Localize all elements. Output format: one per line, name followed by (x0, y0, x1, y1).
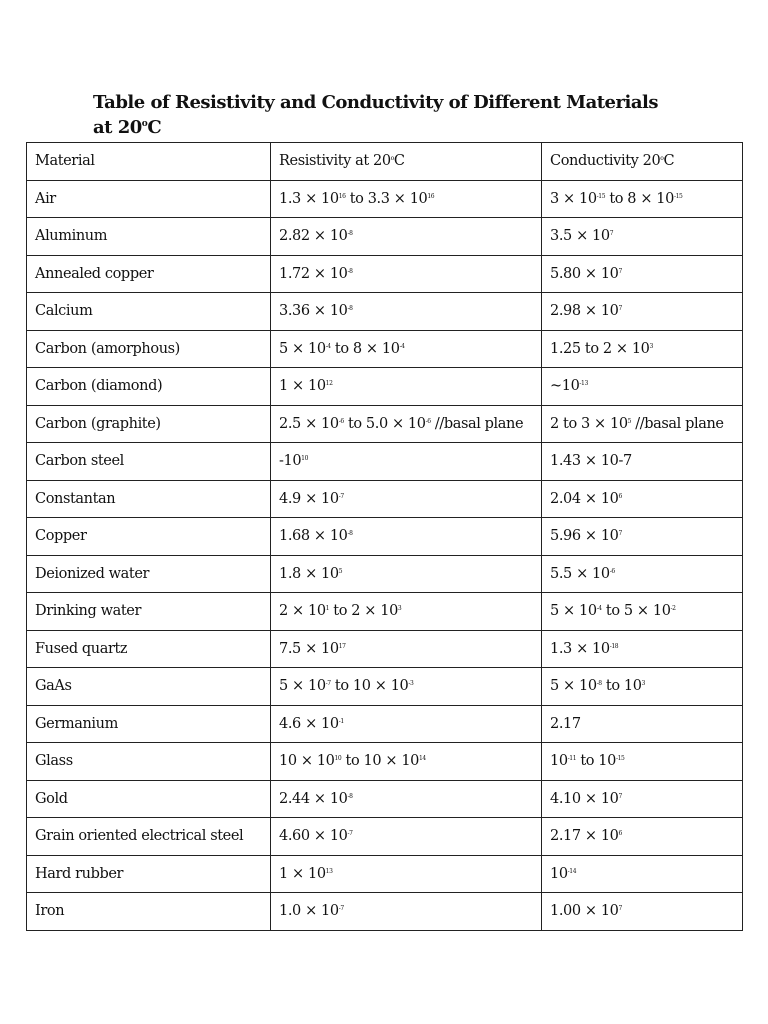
cell-text: 4.6 × 10 (279, 715, 339, 732)
resistivity-cell (271, 255, 542, 293)
cell-text: to 8 × 10 (330, 340, 400, 357)
material-cell (27, 593, 271, 631)
material-cell (27, 218, 271, 256)
exponent: -4 (596, 605, 602, 613)
conductivity-cell (542, 818, 743, 856)
exponent: 7 (618, 792, 622, 800)
table-row (27, 818, 743, 856)
table-row (27, 630, 743, 668)
cell-text: 5 × 10 (550, 678, 597, 695)
material-cell (27, 405, 271, 443)
exponent: 14 (418, 755, 426, 763)
cell-text: 1 × 10 (279, 865, 326, 882)
cell-text: 5 × 10 (550, 603, 597, 620)
material-cell (27, 743, 271, 781)
cell-text: Drinking water (35, 603, 141, 620)
exponent: 7 (618, 530, 622, 538)
exponent: -14 (567, 867, 577, 875)
cell-text: 3.36 × 10 (279, 303, 348, 320)
material-cell (27, 893, 271, 931)
exponent: 16 (338, 192, 346, 200)
exponent: -8 (347, 530, 353, 538)
exponent: -13 (579, 380, 588, 388)
cell-text: 4.9 × 10 (279, 490, 339, 507)
cell-text: Conductivity 20 (550, 153, 661, 170)
cell-text: 4.60 × 10 (279, 828, 348, 845)
cell-text: 2.17 × 10 (550, 828, 619, 845)
exponent: 10 (334, 755, 342, 763)
exponent: -6 (609, 567, 615, 575)
cell-text: 5.96 × 10 (550, 528, 619, 545)
exponent: 3 (641, 680, 645, 688)
cell-text: GaAs (35, 678, 72, 695)
cell-text: Carbon steel (35, 453, 124, 470)
table-row (27, 593, 743, 631)
material-cell (27, 255, 271, 293)
cell-text: C (663, 153, 675, 170)
exponent: 5 (627, 417, 632, 425)
table-header-row (27, 143, 743, 181)
cell-text: Air (35, 190, 56, 207)
material-cell (27, 480, 271, 518)
cell-text: Carbon (diamond) (35, 378, 163, 395)
table-row (27, 555, 743, 593)
resistivity-cell (271, 818, 542, 856)
resistivity-cell (271, 368, 542, 406)
cell-text: Copper (35, 528, 87, 545)
cell-text: Carbon (graphite) (35, 415, 161, 432)
conductivity-cell (542, 593, 743, 631)
material-cell (27, 293, 271, 331)
table-body (27, 180, 743, 930)
material-cell (27, 780, 271, 818)
conductivity-cell (542, 855, 743, 893)
exponent: o (390, 155, 394, 163)
table-row (27, 668, 743, 706)
resistivity-cell (271, 555, 542, 593)
exponent: -2 (670, 605, 676, 613)
material-cell (27, 443, 271, 481)
cell-text: Aluminum (35, 228, 108, 245)
conductivity-cell (542, 255, 743, 293)
cell-text: 1.25 to 2 × 10 (550, 340, 650, 357)
table-row (27, 368, 743, 406)
exponent: 6 (618, 492, 622, 500)
column-header-conductivity (542, 143, 743, 181)
cell-text: 5.80 × 10 (550, 265, 619, 282)
cell-text: Annealed copper (35, 265, 154, 282)
cell-text: 2.5 × 10 (279, 415, 339, 432)
cell-text: ~10 (550, 378, 580, 395)
table-row (27, 893, 743, 931)
exponent: -3 (408, 680, 414, 688)
table-row (27, 218, 743, 256)
exponent: 7 (609, 230, 614, 238)
exponent: 7 (618, 305, 622, 313)
cell-text: Gold (35, 790, 68, 807)
table-row (27, 705, 743, 743)
cell-text: 1.0 × 10 (279, 903, 339, 920)
conductivity-cell (542, 630, 743, 668)
conductivity-cell (542, 705, 743, 743)
material-cell (27, 818, 271, 856)
cell-text: Grain oriented electrical steel (35, 828, 244, 845)
cell-text: C (393, 153, 405, 170)
cell-text: to 10 (601, 678, 642, 695)
conductivity-cell (542, 743, 743, 781)
exponent: 16 (427, 192, 435, 200)
conductivity-cell (542, 180, 743, 218)
material-cell (27, 555, 271, 593)
cell-text: to 10 × 10 (330, 678, 409, 695)
cell-text: 1.43 × 10-7 (550, 453, 632, 470)
cell-text: 10 × 10 (279, 753, 335, 770)
exponent: 7 (618, 267, 622, 275)
material-cell (27, 180, 271, 218)
exponent: 1 (325, 605, 330, 613)
exponent: 3 (397, 605, 402, 613)
cell-text: to 8 × 10 (605, 190, 674, 207)
resistivity-cell (271, 743, 542, 781)
cell-text: Iron (35, 903, 65, 920)
exponent: -8 (347, 267, 353, 275)
cell-text: 3.5 × 10 (550, 228, 610, 245)
cell-text: to 5 × 10 (601, 603, 671, 620)
exponent: 6 (618, 830, 622, 838)
column-header-resistivity (271, 143, 542, 181)
cell-text: 2 to 3 × 10 (550, 415, 628, 432)
cell-text: 2 × 10 (279, 603, 326, 620)
cell-text: Material (35, 153, 95, 170)
cell-text: 1.00 × 10 (550, 903, 619, 920)
table-row (27, 330, 743, 368)
conductivity-cell (542, 443, 743, 481)
resistivity-cell (271, 780, 542, 818)
cell-text: to 3.3 × 10 (345, 190, 428, 207)
cell-text: 5 × 10 (279, 678, 326, 695)
table-row (27, 518, 743, 556)
cell-text: Fused quartz (35, 640, 128, 657)
cell-text: -10 (279, 453, 302, 470)
exponent: -8 (347, 305, 353, 313)
conductivity-cell (542, 368, 743, 406)
exponent: -4 (325, 342, 331, 350)
exponent: -4 (399, 342, 405, 350)
cell-text: to 2 × 10 (329, 603, 398, 620)
resistivity-cell (271, 180, 542, 218)
conductivity-cell (542, 330, 743, 368)
cell-text: 3 × 10 (550, 190, 597, 207)
exponent: -15 (615, 755, 625, 763)
resistivity-cell (271, 293, 542, 331)
cell-text: Constantan (35, 490, 116, 507)
cell-text: 5.5 × 10 (550, 565, 610, 582)
cell-text: to 10 × 10 (341, 753, 419, 770)
exponent: -8 (596, 680, 602, 688)
table-row (27, 293, 743, 331)
resistivity-cell (271, 405, 542, 443)
cell-text: 1.72 × 10 (279, 265, 348, 282)
exponent: -7 (325, 680, 331, 688)
exponent: 17 (338, 642, 346, 650)
cell-text: to 10 (576, 753, 616, 770)
cell-text: 2.17 (550, 715, 581, 732)
exponent: 7 (618, 905, 622, 913)
cell-text: 1 × 10 (279, 378, 326, 395)
title-line-1: Table of Resistivity and Conductivity of Different Materials (93, 92, 658, 113)
cell-text: //basal plane (430, 415, 524, 432)
exponent: 5 (338, 567, 343, 575)
exponent: 12 (325, 380, 333, 388)
resistivity-cell (271, 893, 542, 931)
cell-text: 1.8 × 10 (279, 565, 339, 582)
material-cell (27, 518, 271, 556)
cell-text: 10 (550, 865, 568, 882)
material-cell (27, 630, 271, 668)
exponent: -1 (338, 717, 344, 725)
conductivity-cell (542, 518, 743, 556)
conductivity-cell (542, 668, 743, 706)
exponent: -8 (347, 230, 353, 238)
cell-text: Glass (35, 753, 73, 770)
exponent: -15 (596, 192, 606, 200)
cell-text: 2.44 × 10 (279, 790, 348, 807)
cell-text: 1.3 × 10 (279, 190, 339, 207)
cell-text: Calcium (35, 303, 93, 320)
conductivity-cell (542, 555, 743, 593)
cell-text: 1.68 × 10 (279, 528, 348, 545)
resistivity-cell (271, 593, 542, 631)
cell-text: //basal plane (631, 415, 724, 432)
exponent: -15 (673, 192, 683, 200)
title-line-2: at 20$^o$C (93, 117, 162, 138)
table-row (27, 780, 743, 818)
exponent: -6 (338, 417, 344, 425)
table-row (27, 743, 743, 781)
conductivity-cell (542, 780, 743, 818)
resistivity-cell (271, 705, 542, 743)
exponent: -11 (567, 755, 577, 763)
exponent: -6 (425, 417, 431, 425)
cell-text: Germanium (35, 715, 118, 732)
exponent: o (660, 155, 664, 163)
exponent: -18 (609, 642, 619, 650)
resistivity-table (26, 142, 743, 931)
cell-text: 4.10 × 10 (550, 790, 619, 807)
exponent: -7 (338, 905, 344, 913)
cell-text: 7.5 × 10 (279, 640, 339, 657)
material-cell (27, 705, 271, 743)
table-row (27, 405, 743, 443)
column-header-material (27, 143, 271, 181)
conductivity-cell (542, 293, 743, 331)
resistivity-cell (271, 855, 542, 893)
material-cell (27, 668, 271, 706)
exponent: 13 (325, 867, 333, 875)
resistivity-cell (271, 518, 542, 556)
exponent: -7 (338, 492, 344, 500)
resistivity-cell (271, 668, 542, 706)
cell-text: Deionized water (35, 565, 150, 582)
table-row (27, 443, 743, 481)
cell-text: 5 × 10 (279, 340, 326, 357)
material-cell (27, 855, 271, 893)
conductivity-cell (542, 405, 743, 443)
resistivity-cell (271, 480, 542, 518)
cell-text: Hard rubber (35, 865, 124, 882)
cell-text: Carbon (amorphous) (35, 340, 180, 357)
table-row (27, 855, 743, 893)
resistivity-cell (271, 630, 542, 668)
cell-text: 2.04 × 10 (550, 490, 619, 507)
exponent: 3 (649, 342, 653, 350)
cell-text: to 5.0 × 10 (343, 415, 426, 432)
conductivity-cell (542, 893, 743, 931)
table-row (27, 480, 743, 518)
page-title (93, 90, 733, 140)
cell-text: 2.82 × 10 (279, 228, 348, 245)
cell-text: Resistivity at 20 (279, 153, 391, 170)
resistivity-cell (271, 218, 542, 256)
resistivity-cell (271, 443, 542, 481)
cell-text: 1.3 × 10 (550, 640, 610, 657)
cell-text: 2.98 × 10 (550, 303, 619, 320)
conductivity-cell (542, 480, 743, 518)
resistivity-cell (271, 330, 542, 368)
table-row (27, 255, 743, 293)
table-row (27, 180, 743, 218)
material-cell (27, 330, 271, 368)
material-cell (27, 368, 271, 406)
conductivity-cell (542, 218, 743, 256)
exponent: -8 (347, 792, 353, 800)
exponent: -7 (347, 830, 353, 838)
cell-text: 10 (550, 753, 568, 770)
exponent: 10 (301, 455, 308, 463)
